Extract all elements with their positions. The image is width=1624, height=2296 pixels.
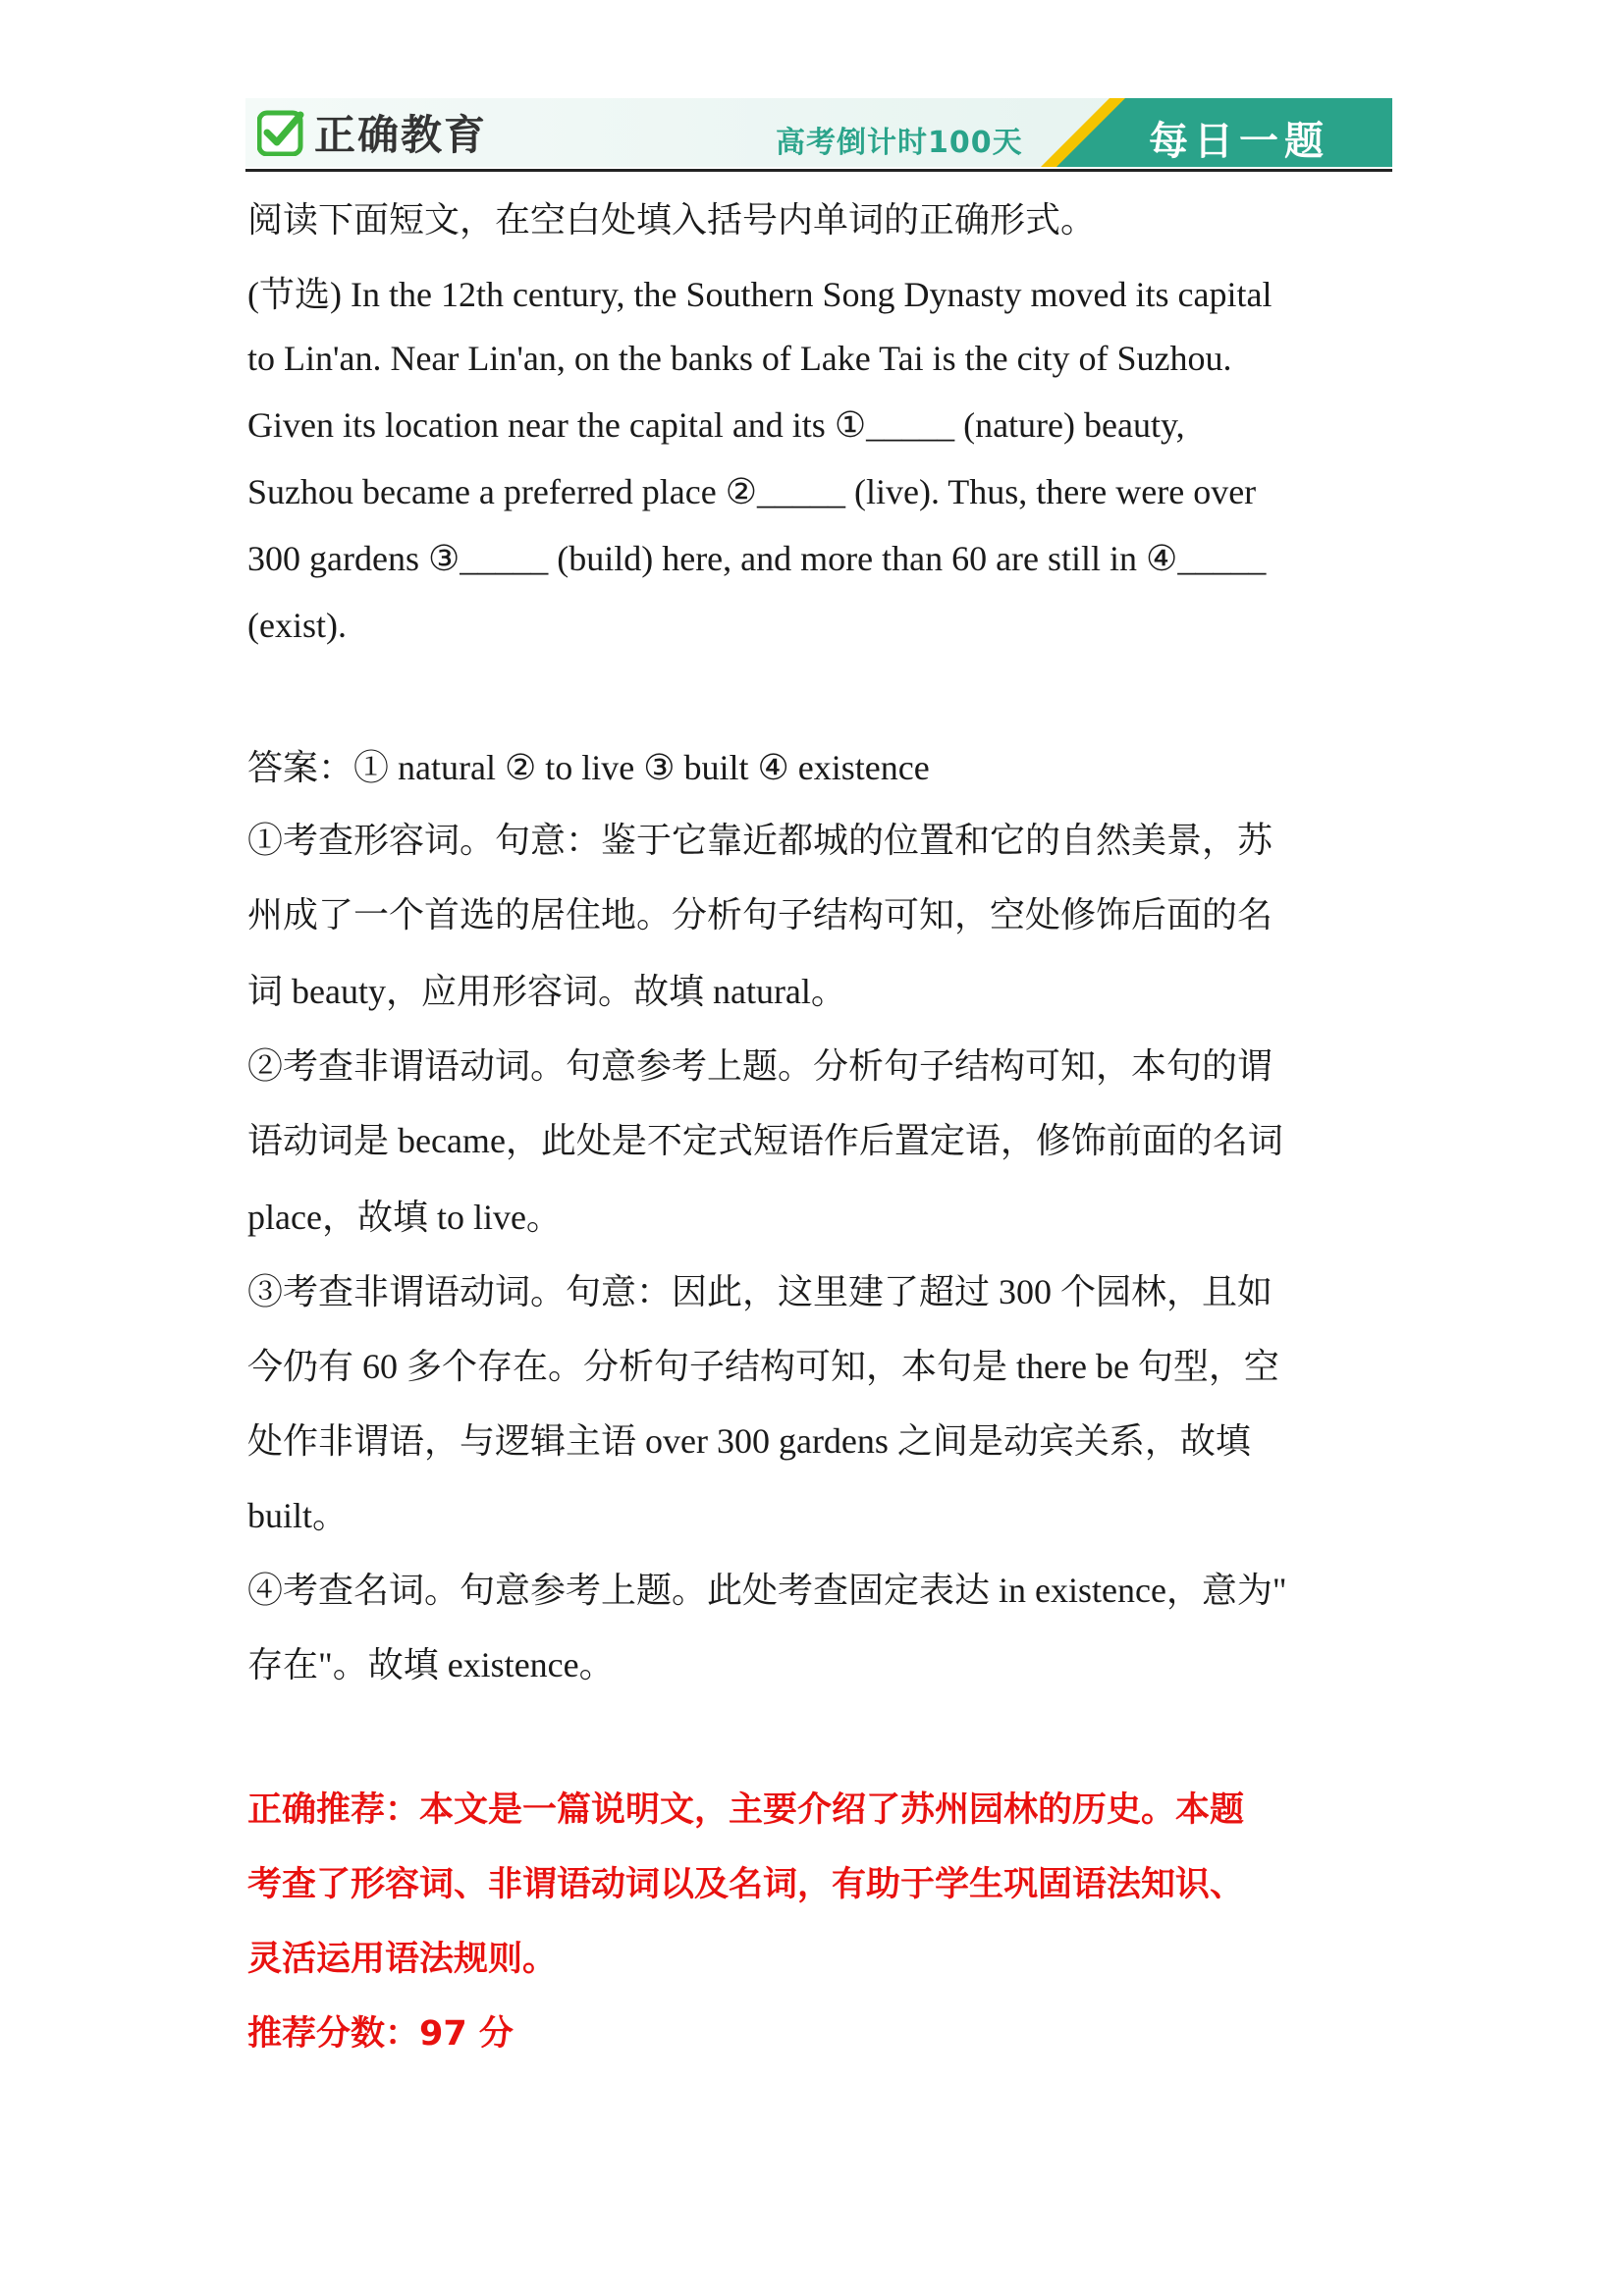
- answer-summary: 答案：① natural ② to live ③ built ④ existence: [247, 748, 930, 787]
- recommendation-line: 灵活运用语法规则。: [247, 1940, 558, 1979]
- passage-line: Given its location near the capital and its ①_____ (nature) beauty,: [247, 405, 1185, 445]
- explanation-line: 词 beauty，应用形容词。故填 natural。: [247, 972, 846, 1011]
- passage-line: Suzhou became a preferred place ②_____ (live). Thus, there were over: [247, 472, 1257, 511]
- header-banner: [245, 98, 1392, 173]
- explanation-line: 州成了一个首选的居住地。分析句子结构可知，空处修饰后面的名: [247, 895, 1273, 934]
- recommendation-line: 考查了形容词、非谓语动词以及名词，有助于学生巩固语法知识、: [247, 1865, 1245, 1904]
- recommended-score: 推荐分数：97 分: [247, 2014, 514, 2054]
- explanation-line: place，故填 to live。: [247, 1198, 562, 1237]
- check-icon: [257, 109, 304, 156]
- countdown-label: 高考倒计时100天: [776, 126, 1023, 160]
- passage-line: (exist).: [247, 606, 347, 645]
- brand-name: 正确教育: [314, 111, 488, 159]
- explanation-line: 今仍有 60 多个存在。分析句子结构可知，本句是 there be 句型，空: [247, 1347, 1279, 1386]
- explanation-line: 语动词是 became，此处是不定式短语作后置定语，修饰前面的名词: [247, 1121, 1283, 1160]
- passage-line: 300 gardens ③_____ (build) here, and more than 60 are still in ④_____: [247, 539, 1267, 578]
- explanation-line: ④考查名词。句意参考上题。此处考查固定表达 in existence，意为": [247, 1571, 1287, 1610]
- explanation-line: ②考查非谓语动词。句意参考上题。分析句子结构可知，本句的谓: [247, 1046, 1273, 1086]
- recommendation-line: 正确推荐：本文是一篇说明文，主要介绍了苏州园林的历史。本题: [247, 1790, 1245, 1830]
- explanation-line: 处作非谓语，与逻辑主语 over 300 gardens 之间是动宾关系，故填: [247, 1421, 1251, 1461]
- explanation-line: 存在"。故填 existence。: [247, 1645, 615, 1684]
- brand-logo: [257, 106, 487, 159]
- instruction: 阅读下面短文，在空白处填入括号内单词的正确形式。: [247, 200, 1097, 240]
- daily-question-label: 每日一题: [1149, 119, 1329, 164]
- explanation-line: ③考查非谓语动词。句意：因此，这里建了超过 300 个园林，且如: [247, 1272, 1273, 1311]
- header-rule: [245, 169, 1392, 173]
- passage-line: (节选) In the 12th century, the Southern Song Dynasty moved its capital: [247, 275, 1272, 314]
- explanation-line: ①考查形容词。句意：鉴于它靠近都城的位置和它的自然美景，苏: [247, 821, 1273, 860]
- passage-line: to Lin'an. Near Lin'an, on the banks of Lake Tai is the city of Suzhou.: [247, 339, 1232, 378]
- explanation-line: built。: [247, 1496, 349, 1535]
